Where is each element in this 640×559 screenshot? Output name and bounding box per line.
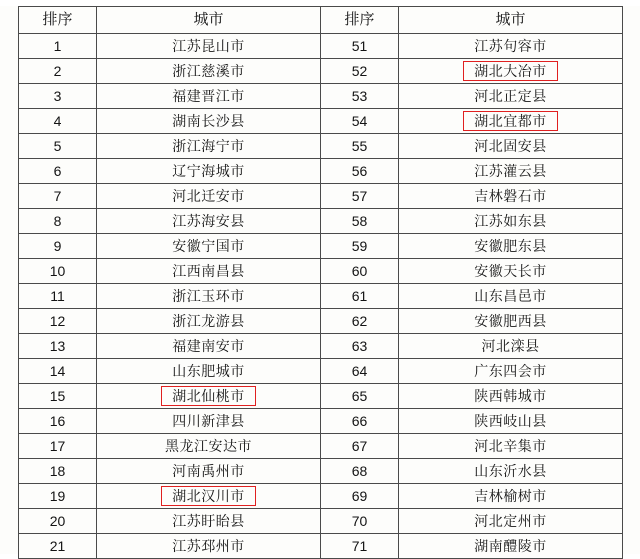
city-cell-right: 江苏灌云县 <box>399 159 623 184</box>
city-cell-left: 黑龙江安达市 <box>97 434 321 459</box>
city-cell-right: 河北滦县 <box>399 334 623 359</box>
city-cell-left: 湖南长沙县 <box>97 109 321 134</box>
rank-cell-right: 66 <box>321 409 399 434</box>
rank-cell-left: 3 <box>19 84 97 109</box>
rank-cell-right: 52 <box>321 59 399 84</box>
city-cell-left: 福建南安市 <box>97 334 321 359</box>
rank-cell-right: 64 <box>321 359 399 384</box>
city-cell-left: 浙江玉环市 <box>97 284 321 309</box>
city-cell-left: 江苏盱眙县 <box>97 509 321 534</box>
rank-cell-right: 54 <box>321 109 399 134</box>
city-cell-left: 河南禹州市 <box>97 459 321 484</box>
city-cell-right: 山东昌邑市 <box>399 284 623 309</box>
city-cell-left: 浙江龙游县 <box>97 309 321 334</box>
table-row <box>19 84 623 109</box>
city-cell-right <box>399 59 623 84</box>
city-cell-right: 湖南醴陵市 <box>399 534 623 559</box>
table-row <box>19 259 623 284</box>
rank-cell-right: 58 <box>321 209 399 234</box>
city-cell-left: 江苏邳州市 <box>97 534 321 559</box>
rank-cell-right: 51 <box>321 34 399 59</box>
city-cell-left <box>97 384 321 409</box>
highlight-box: 湖北仙桃市 <box>161 386 256 406</box>
rank-cell-right: 59 <box>321 234 399 259</box>
table-row <box>19 334 623 359</box>
city-cell-right: 江苏句容市 <box>399 34 623 59</box>
table-row <box>19 509 623 534</box>
highlight-box: 湖北宜都市 <box>463 111 558 131</box>
table-row <box>19 234 623 259</box>
rank-cell-right: 67 <box>321 434 399 459</box>
rank-cell-right: 61 <box>321 284 399 309</box>
header-row <box>19 7 623 34</box>
rank-cell-right: 70 <box>321 509 399 534</box>
city-cell-left: 浙江海宁市 <box>97 134 321 159</box>
table-row <box>19 109 623 134</box>
city-cell-right: 安徽天长市 <box>399 259 623 284</box>
rank-cell-right: 65 <box>321 384 399 409</box>
city-cell-right: 河北正定县 <box>399 84 623 109</box>
city-cell-left: 河北迁安市 <box>97 184 321 209</box>
rank-cell-left: 18 <box>19 459 97 484</box>
column-header-rank-right: 排序 <box>321 7 399 34</box>
table-row <box>19 309 623 334</box>
city-cell-left: 江苏昆山市 <box>97 34 321 59</box>
highlight-box: 湖北汉川市 <box>161 486 256 506</box>
column-header-city-right: 城市 <box>399 7 623 34</box>
table-row <box>19 209 623 234</box>
table-row <box>19 359 623 384</box>
column-header-city-left: 城市 <box>97 7 321 34</box>
rank-cell-left: 11 <box>19 284 97 309</box>
rank-cell-left: 5 <box>19 134 97 159</box>
table-row <box>19 59 623 84</box>
rank-cell-left: 1 <box>19 34 97 59</box>
rank-cell-left: 9 <box>19 234 97 259</box>
table-row <box>19 184 623 209</box>
rank-cell-right: 55 <box>321 134 399 159</box>
rank-cell-left: 4 <box>19 109 97 134</box>
city-cell-left: 浙江慈溪市 <box>97 59 321 84</box>
city-cell-left: 安徽宁国市 <box>97 234 321 259</box>
city-cell-right: 山东沂水县 <box>399 459 623 484</box>
table-row <box>19 159 623 184</box>
highlight-box: 湖北大冶市 <box>463 61 558 81</box>
city-cell-left: 辽宁海城市 <box>97 159 321 184</box>
city-cell-right: 河北固安县 <box>399 134 623 159</box>
table-row <box>19 409 623 434</box>
table-body <box>19 34 623 559</box>
rank-cell-right: 53 <box>321 84 399 109</box>
rank-cell-right: 68 <box>321 459 399 484</box>
city-cell-right: 安徽肥东县 <box>399 234 623 259</box>
table-row <box>19 534 623 559</box>
table-row <box>19 384 623 409</box>
city-cell-right: 江苏如东县 <box>399 209 623 234</box>
city-cell-right: 河北辛集市 <box>399 434 623 459</box>
city-cell-right: 陕西韩城市 <box>399 384 623 409</box>
rank-cell-left: 7 <box>19 184 97 209</box>
city-cell-right: 广东四会市 <box>399 359 623 384</box>
rank-cell-left: 13 <box>19 334 97 359</box>
city-cell-left: 福建晋江市 <box>97 84 321 109</box>
rank-cell-right: 57 <box>321 184 399 209</box>
table-row <box>19 434 623 459</box>
city-cell-right: 陕西岐山县 <box>399 409 623 434</box>
table-header <box>19 7 623 34</box>
rank-cell-right: 62 <box>321 309 399 334</box>
table-row <box>19 284 623 309</box>
city-cell-right: 吉林榆树市 <box>399 484 623 509</box>
city-ranking-table <box>18 6 623 559</box>
rank-cell-left: 20 <box>19 509 97 534</box>
city-cell-left <box>97 484 321 509</box>
city-cell-right: 安徽肥西县 <box>399 309 623 334</box>
table-row <box>19 134 623 159</box>
rank-cell-left: 15 <box>19 384 97 409</box>
rank-cell-right: 56 <box>321 159 399 184</box>
table-row <box>19 459 623 484</box>
city-cell-left: 江苏海安县 <box>97 209 321 234</box>
rank-cell-left: 19 <box>19 484 97 509</box>
city-cell-left: 江西南昌县 <box>97 259 321 284</box>
city-cell-right <box>399 109 623 134</box>
city-cell-left: 四川新津县 <box>97 409 321 434</box>
rank-cell-right: 69 <box>321 484 399 509</box>
document-page <box>0 6 640 554</box>
city-cell-right: 河北定州市 <box>399 509 623 534</box>
table-row <box>19 484 623 509</box>
rank-cell-left: 21 <box>19 534 97 559</box>
table-row <box>19 34 623 59</box>
rank-cell-left: 10 <box>19 259 97 284</box>
rank-cell-left: 12 <box>19 309 97 334</box>
rank-cell-left: 6 <box>19 159 97 184</box>
rank-cell-left: 16 <box>19 409 97 434</box>
rank-cell-right: 63 <box>321 334 399 359</box>
rank-cell-right: 60 <box>321 259 399 284</box>
rank-cell-left: 8 <box>19 209 97 234</box>
rank-cell-left: 17 <box>19 434 97 459</box>
city-cell-right: 吉林磐石市 <box>399 184 623 209</box>
rank-cell-left: 14 <box>19 359 97 384</box>
city-cell-left: 山东肥城市 <box>97 359 321 384</box>
rank-cell-left: 2 <box>19 59 97 84</box>
rank-cell-right: 71 <box>321 534 399 559</box>
column-header-rank-left: 排序 <box>19 7 97 34</box>
